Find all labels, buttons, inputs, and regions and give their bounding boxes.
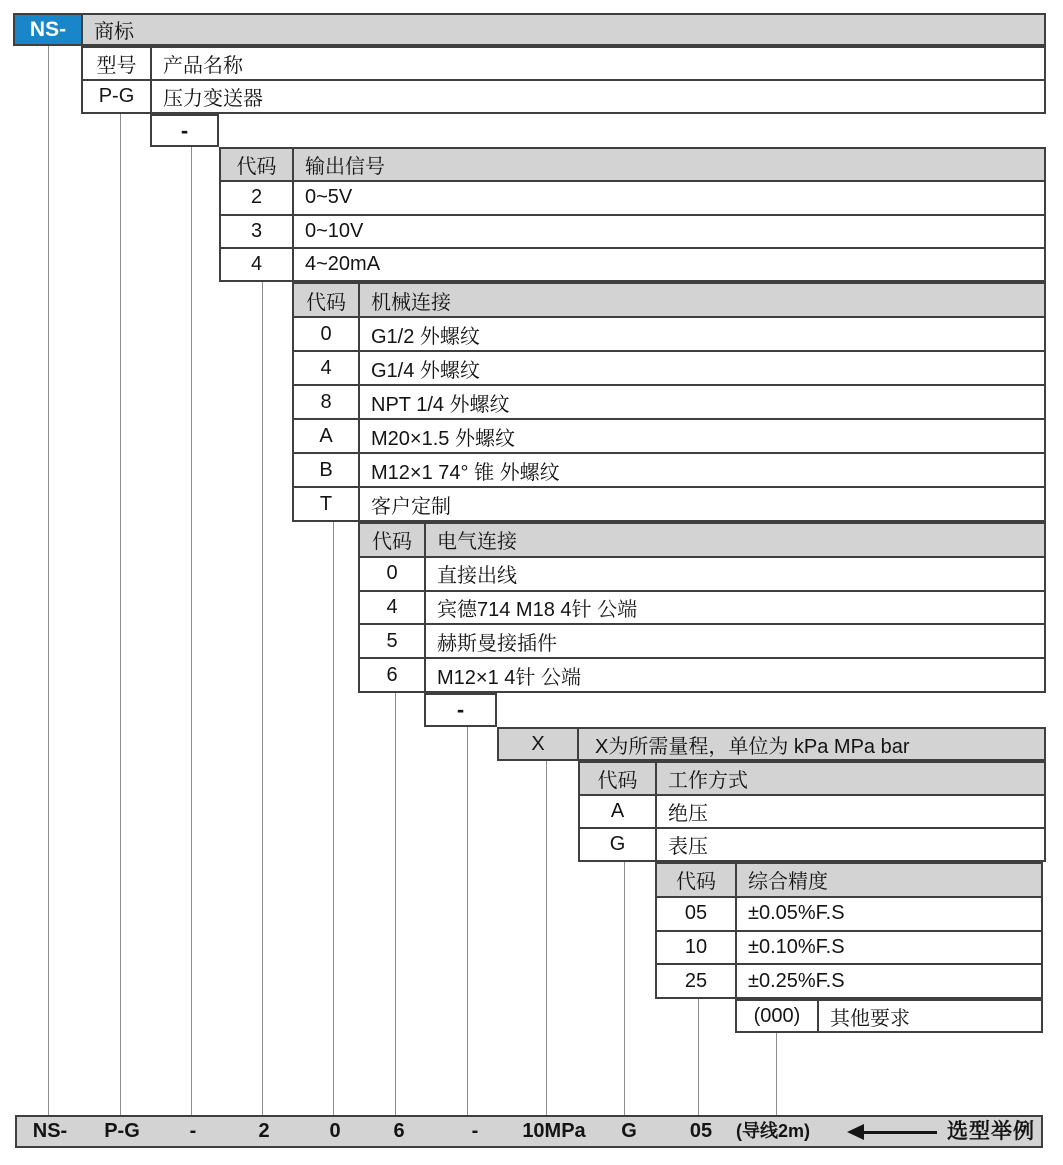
code-cell [360, 625, 426, 657]
code-cell [657, 932, 737, 964]
dash-label: - [456, 697, 465, 722]
code-cell [294, 386, 360, 418]
code-cell [657, 965, 737, 997]
example-segment: G [621, 1120, 637, 1142]
example-segment: 05 [689, 1120, 713, 1142]
desc-cell [426, 558, 1044, 590]
row-desc: 宾德714 M18 4针 公端 [437, 598, 638, 621]
desc-cell [426, 524, 1044, 556]
desc-cell [737, 898, 1041, 930]
table-row [737, 1001, 1041, 1031]
example-segment: NS- [32, 1120, 68, 1142]
desc-cell [426, 625, 1044, 657]
table-row [499, 729, 1044, 759]
table-row [657, 896, 1041, 930]
left-arrow-line [862, 1131, 937, 1134]
code-cell [657, 864, 737, 896]
row-desc: G1/4 外螺纹 [371, 359, 480, 382]
desc-cell [360, 318, 1044, 350]
desc-cell [294, 249, 1044, 280]
table-row [360, 657, 1044, 691]
desc-cell [819, 1001, 1041, 1031]
row-code: 10 [684, 935, 708, 958]
desc-cell [360, 352, 1044, 384]
table-header-row [221, 149, 1044, 180]
connector-line [333, 520, 334, 1115]
code-cell [221, 216, 294, 247]
code-cell [294, 420, 360, 452]
header-code: 代码 [306, 291, 346, 314]
code-cell [294, 454, 360, 486]
example-segment: 0 [329, 1120, 341, 1142]
row-code: 25 [684, 969, 708, 992]
desc-cell [294, 216, 1044, 247]
header-code: 代码 [597, 770, 638, 792]
table-row [221, 247, 1044, 280]
row-desc: 赫斯曼接插件 [437, 632, 557, 655]
row-code: B [319, 458, 333, 481]
table-row [83, 48, 1044, 79]
table-header-row [657, 864, 1041, 896]
desc-cell [737, 864, 1041, 896]
output-signal-table [219, 147, 1046, 282]
row-desc: 绝压 [668, 803, 708, 825]
code-cell [221, 182, 294, 213]
model-row-desc: 压力变送器 [163, 88, 263, 110]
row-desc: M20×1.5 外螺纹 [371, 427, 515, 450]
desc-cell [657, 763, 1044, 794]
example-segment: 6 [393, 1120, 405, 1142]
row-desc: 4~20mA [305, 252, 381, 275]
code-cell [360, 558, 426, 590]
code-cell [294, 352, 360, 384]
code-cell [294, 284, 360, 316]
table-header-row [360, 524, 1044, 556]
range-row [497, 727, 1046, 761]
desc-cell [737, 932, 1041, 964]
model-header-code: 型号 [96, 55, 137, 77]
table-row [360, 590, 1044, 624]
brand-label: 商标 [94, 21, 134, 43]
example-segment: - [471, 1120, 479, 1142]
desc-cell [152, 48, 1044, 79]
table-row [360, 623, 1044, 657]
desc-cell [294, 149, 1044, 180]
table-header-row [294, 284, 1044, 316]
row-desc: M12×1 4针 公端 [437, 666, 581, 689]
code-cell [360, 524, 426, 556]
header-desc: 输出信号 [305, 156, 385, 179]
row-desc: 其他要求 [830, 1007, 910, 1030]
row-desc: ±0.10%F.S [748, 935, 845, 958]
code-cell [657, 898, 737, 930]
desc-cell [426, 592, 1044, 624]
table-row [221, 180, 1044, 213]
row-code: 6 [386, 663, 398, 686]
code-cell [580, 763, 657, 794]
code-cell [737, 1001, 819, 1031]
row-desc: 0~5V [305, 186, 353, 209]
working-mode-table [578, 761, 1046, 862]
code-cell [580, 829, 657, 860]
range-code: X [531, 732, 545, 755]
model-row-code: P-G [98, 85, 135, 107]
code-cell [221, 149, 294, 180]
code-cell [294, 318, 360, 350]
code-cell [221, 249, 294, 280]
brand-label-cell [83, 15, 1044, 44]
connector-line [624, 862, 625, 1115]
connector-line [698, 999, 699, 1115]
model-table [81, 46, 1046, 114]
example-segment: (导线2m) [735, 1121, 811, 1141]
row-code: 05 [684, 902, 708, 925]
code-cell [83, 48, 152, 79]
desc-cell [360, 284, 1044, 316]
desc-cell [360, 454, 1044, 486]
row-code: 5 [386, 629, 398, 652]
row-desc: 表压 [668, 836, 708, 858]
desc-cell [360, 488, 1044, 520]
row-code: 4 [386, 595, 398, 618]
desc-cell [426, 659, 1044, 691]
mechanical-connection-table [292, 282, 1046, 522]
dash-label: - [180, 117, 189, 143]
header-desc: 机械连接 [371, 291, 451, 314]
connector-line [467, 727, 468, 1115]
row-desc: NPT 1/4 外螺纹 [371, 393, 510, 416]
table-row [580, 827, 1044, 860]
row-desc: G1/2 外螺纹 [371, 325, 480, 348]
row-code: G [609, 833, 626, 855]
separator-dash-cell [150, 114, 219, 147]
table-row [294, 418, 1044, 452]
example-caption: 选型举例 [947, 1120, 1035, 1143]
table-row [657, 930, 1041, 964]
other-requirement-row [735, 999, 1043, 1033]
table-row [360, 556, 1044, 590]
row-desc: ±0.25%F.S [748, 969, 845, 992]
connector-line [48, 46, 49, 1115]
row-desc: 0~10V [305, 219, 364, 242]
model-header-desc: 产品名称 [163, 55, 243, 77]
row-code: 0 [386, 562, 398, 585]
row-desc: M12×1 74° 锥 外螺纹 [371, 461, 560, 484]
header-code: 代码 [236, 156, 277, 179]
header-desc: 综合精度 [748, 871, 828, 894]
row-desc: 直接出线 [437, 565, 517, 588]
code-cell [499, 729, 579, 759]
table-row [294, 452, 1044, 486]
connector-line [120, 114, 121, 1115]
example-segment: 2 [258, 1120, 270, 1142]
row-code: 4 [320, 356, 332, 379]
connector-line [395, 693, 396, 1115]
row-code: 0 [320, 322, 332, 345]
table-row [294, 384, 1044, 418]
brand-prefix-label: NS- [29, 17, 67, 41]
brand-row [13, 13, 1046, 46]
code-cell [580, 796, 657, 827]
code-cell [294, 488, 360, 520]
desc-cell [737, 965, 1041, 997]
row-code: 8 [320, 390, 332, 413]
header-desc: 电气连接 [437, 531, 517, 554]
example-segment: - [189, 1120, 197, 1142]
code-cell [83, 81, 152, 112]
connector-line [262, 282, 263, 1115]
row-desc: ±0.05%F.S [748, 902, 845, 925]
accuracy-table [655, 862, 1043, 999]
row-desc: 客户定制 [371, 495, 451, 518]
table-row [580, 794, 1044, 827]
desc-cell [360, 420, 1044, 452]
row-code: 3 [250, 219, 263, 242]
desc-cell [657, 829, 1044, 860]
desc-cell [657, 796, 1044, 827]
electrical-connection-table [358, 522, 1046, 693]
table-header-row [580, 763, 1044, 794]
header-code: 代码 [372, 531, 412, 554]
desc-cell [152, 81, 1044, 112]
code-cell [360, 592, 426, 624]
row-code: 2 [250, 186, 263, 209]
row-code: (000) [753, 1004, 801, 1027]
brand-prefix-badge [15, 15, 83, 44]
example-bar [15, 1115, 1043, 1148]
table-row [221, 214, 1044, 247]
connector-line [546, 761, 547, 1115]
example-segment: 10MPa [522, 1120, 586, 1142]
table-row [657, 963, 1041, 997]
row-code: A [610, 800, 625, 822]
table-row [83, 79, 1044, 112]
connector-line [776, 1033, 777, 1115]
example-segment: P-G [104, 1120, 140, 1142]
desc-cell [360, 386, 1044, 418]
header-desc: 工作方式 [668, 770, 748, 792]
table-row [294, 316, 1044, 350]
separator-dash-cell [424, 693, 497, 727]
header-code: 代码 [676, 871, 716, 894]
table-row [294, 486, 1044, 520]
range-desc: X为所需量程，单位为 kPa MPa bar [595, 735, 910, 758]
desc-cell [294, 182, 1044, 213]
desc-cell [579, 729, 1044, 759]
row-code: A [319, 424, 333, 447]
code-cell [360, 659, 426, 691]
row-code: T [319, 492, 333, 515]
table-row [294, 350, 1044, 384]
row-code: 4 [250, 252, 263, 275]
connector-line [191, 147, 192, 1115]
